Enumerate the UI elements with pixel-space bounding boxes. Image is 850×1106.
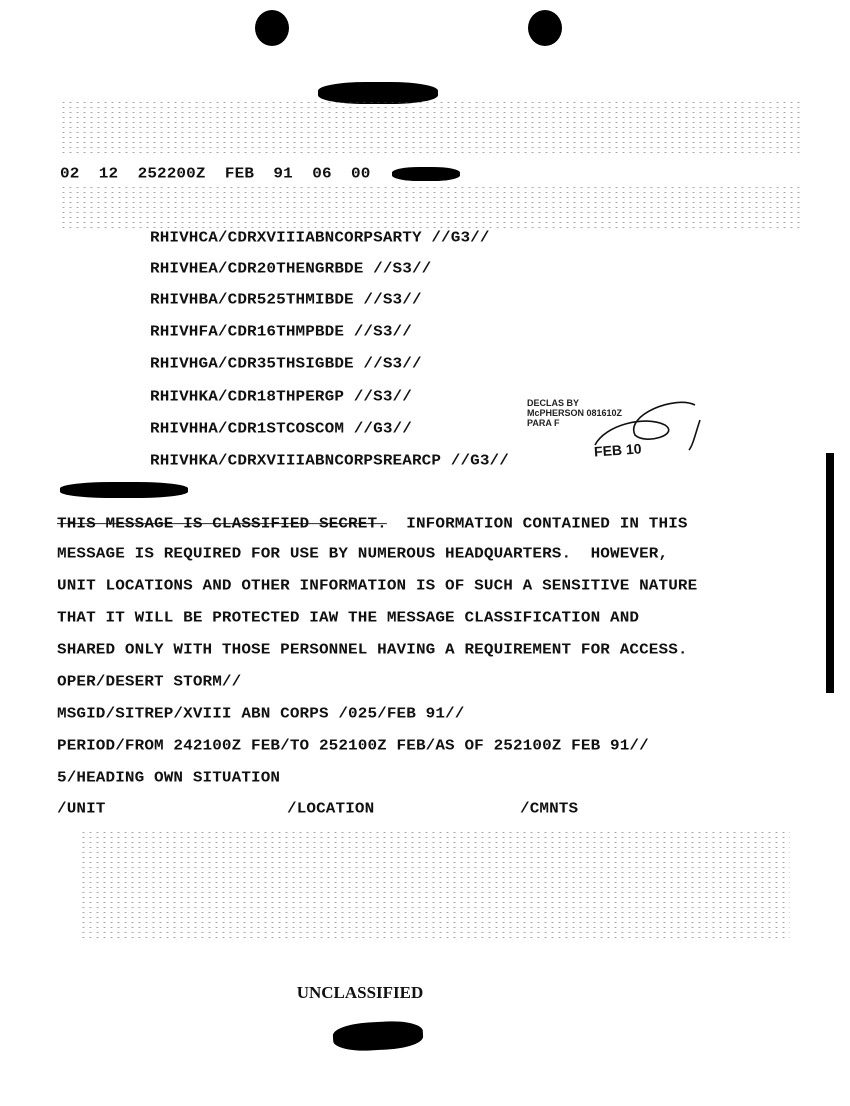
struck-classification: THIS MESSAGE IS CLASSIFIED SECRET. bbox=[57, 516, 387, 533]
column-unit: /UNIT bbox=[57, 801, 106, 818]
column-location: /LOCATION bbox=[287, 801, 375, 818]
header-line: 02 12 252200Z FEB 91 06 00 bbox=[60, 166, 371, 183]
stamp-date: FEB 10 bbox=[593, 440, 642, 460]
scan-noise bbox=[80, 830, 790, 940]
body-line bbox=[57, 516, 688, 532]
scan-noise bbox=[60, 185, 800, 230]
redacted-stamp bbox=[332, 1020, 423, 1053]
body-line: PERIOD/FROM 242100Z FEB/TO 252100Z FEB/AS OF 252100Z FEB 91// bbox=[57, 738, 649, 755]
body-line: SHARED ONLY WITH THOSE PERSONNEL HAVING A REQUIREMENT FOR ACCESS. bbox=[57, 642, 688, 659]
body-line: OPER/DESERT STORM// bbox=[57, 674, 242, 691]
body-text: INFORMATION CONTAINED IN THIS bbox=[386, 516, 688, 533]
addressee: RHIVHBA/CDR525THMIBDE //S3// bbox=[150, 292, 422, 309]
stamp-line: DECLAS BY bbox=[527, 398, 580, 408]
addressee: RHIVHHA/CDR1STCOSCOM //G3// bbox=[150, 421, 412, 438]
addressee: RHIVHCA/CDRXVIIIABNCORPSARTY //G3// bbox=[150, 230, 490, 247]
scan-noise bbox=[60, 100, 800, 155]
body-line: THAT IT WILL BE PROTECTED IAW THE MESSAGE CLASSIFICATION AND bbox=[57, 610, 640, 627]
body-line: 5/HEADING OWN SITUATION bbox=[57, 770, 281, 787]
punch-hole bbox=[528, 10, 562, 46]
body-line: MESSAGE IS REQUIRED FOR USE BY NUMEROUS HEADQUARTERS. HOWEVER, bbox=[57, 546, 669, 563]
addressee: RHIVHFA/CDR16THMPBDE //S3// bbox=[150, 324, 412, 341]
margin-bar bbox=[826, 453, 834, 693]
stamp-line: McPHERSON 081610Z bbox=[527, 408, 623, 418]
addressee: RHIVHKA/CDRXVIIIABNCORPSREARCP //G3// bbox=[150, 453, 509, 470]
addressee: RHIVHEA/CDR20THENGRBDE //S3// bbox=[150, 261, 432, 278]
redaction bbox=[60, 482, 188, 498]
body-line: UNIT LOCATIONS AND OTHER INFORMATION IS OF SUCH A SENSITIVE NATURE bbox=[57, 578, 698, 595]
redaction bbox=[392, 167, 460, 181]
stamp-line: PARA F bbox=[527, 418, 560, 428]
punch-hole bbox=[255, 10, 289, 46]
column-cmnts: /CMNTS bbox=[520, 801, 579, 818]
addressee: RHIVHGA/CDR35THSIGBDE //S3// bbox=[150, 356, 422, 373]
body-line: MSGID/SITREP/XVIII ABN CORPS /025/FEB 91// bbox=[57, 706, 465, 723]
addressee: RHIVHKA/CDR18THPERGP //S3// bbox=[150, 389, 412, 406]
classification-footer: UNCLASSIFIED bbox=[296, 983, 424, 1002]
